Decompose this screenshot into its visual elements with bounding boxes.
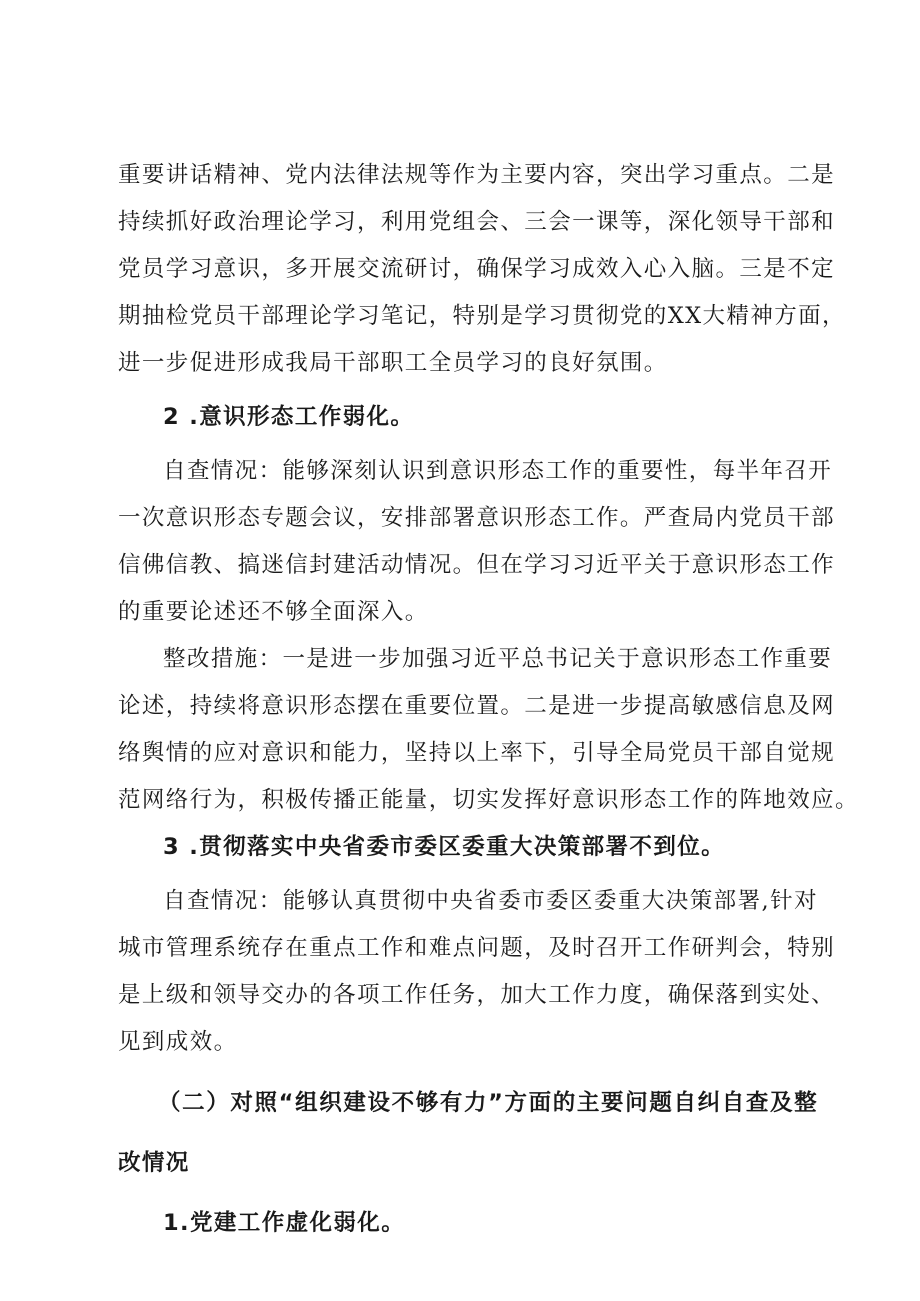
text-line: 进一步促进形成我局干部职工全员学习的良好氛围。 (118, 350, 668, 376)
chapter-heading: 改情况 (118, 1150, 190, 1176)
chapter-heading: （二）对照“组织建设不够有力”方面的主要问题自纠自查及整 (158, 1090, 818, 1116)
text-line: 期抽检党员干部理论学习笔记，特别是学习贯彻党的XX大精神方面， (118, 303, 846, 329)
text-line: 城市管理系统存在重点工作和难点问题，及时召开工作研判会，特别 (118, 935, 836, 961)
text-line: 是上级和领导交办的各项工作任务，加大工作力度，确保落到实处、 (118, 982, 836, 1008)
section-heading: 2 .意识形态工作弱化。 (163, 404, 415, 430)
text-line: 整改措施：一是进一步加强习近平总书记关于意识形态工作重要 (163, 646, 833, 672)
text-line: 持续抓好政治理论学习，利用党组会、三会一课等，深化领导干部和 (118, 209, 836, 235)
text-line: 的重要论述还不够全面深入。 (118, 599, 429, 625)
text-line: 见到成效。 (118, 1029, 238, 1055)
document-page (118, 152, 859, 1247)
text-line: 党员学习意识，多开展交流研讨，确保学习成效入心入脑。三是不定 (118, 256, 836, 282)
text-line: 范网络行为，积极传播正能量，切实发挥好意识形态工作的阵地效应。 (118, 787, 859, 813)
text-line: 络舆情的应对意识和能力，坚持以上率下，引导全局党员干部自觉规 (118, 740, 836, 766)
section-heading: 3 .贯彻落实中央省委市委区委重大决策部署不到位。 (163, 834, 726, 860)
text-line: 一次意识形态专题会议，安排部署意识形态工作。严查局内党员干部 (118, 505, 836, 531)
text-line: 自查情况：能够深刻认识到意识形态工作的重要性，每半年召开 (163, 458, 833, 484)
text-line: 信佛信教、搞迷信封建活动情况。但在学习习近平关于意识形态工作 (118, 552, 836, 578)
section-heading: 1.党建工作虚化弱化。 (163, 1210, 406, 1236)
text-line: 论述，持续将意识形态摆在重要位置。二是进一步提高敏感信息及网 (118, 693, 836, 719)
text-line: 自查情况：能够认真贯彻中央省委市委区委重大决策部署,针对 (163, 888, 818, 914)
text-line: 重要讲话精神、党内法律法规等作为主要内容，突出学习重点。二是 (118, 162, 836, 188)
